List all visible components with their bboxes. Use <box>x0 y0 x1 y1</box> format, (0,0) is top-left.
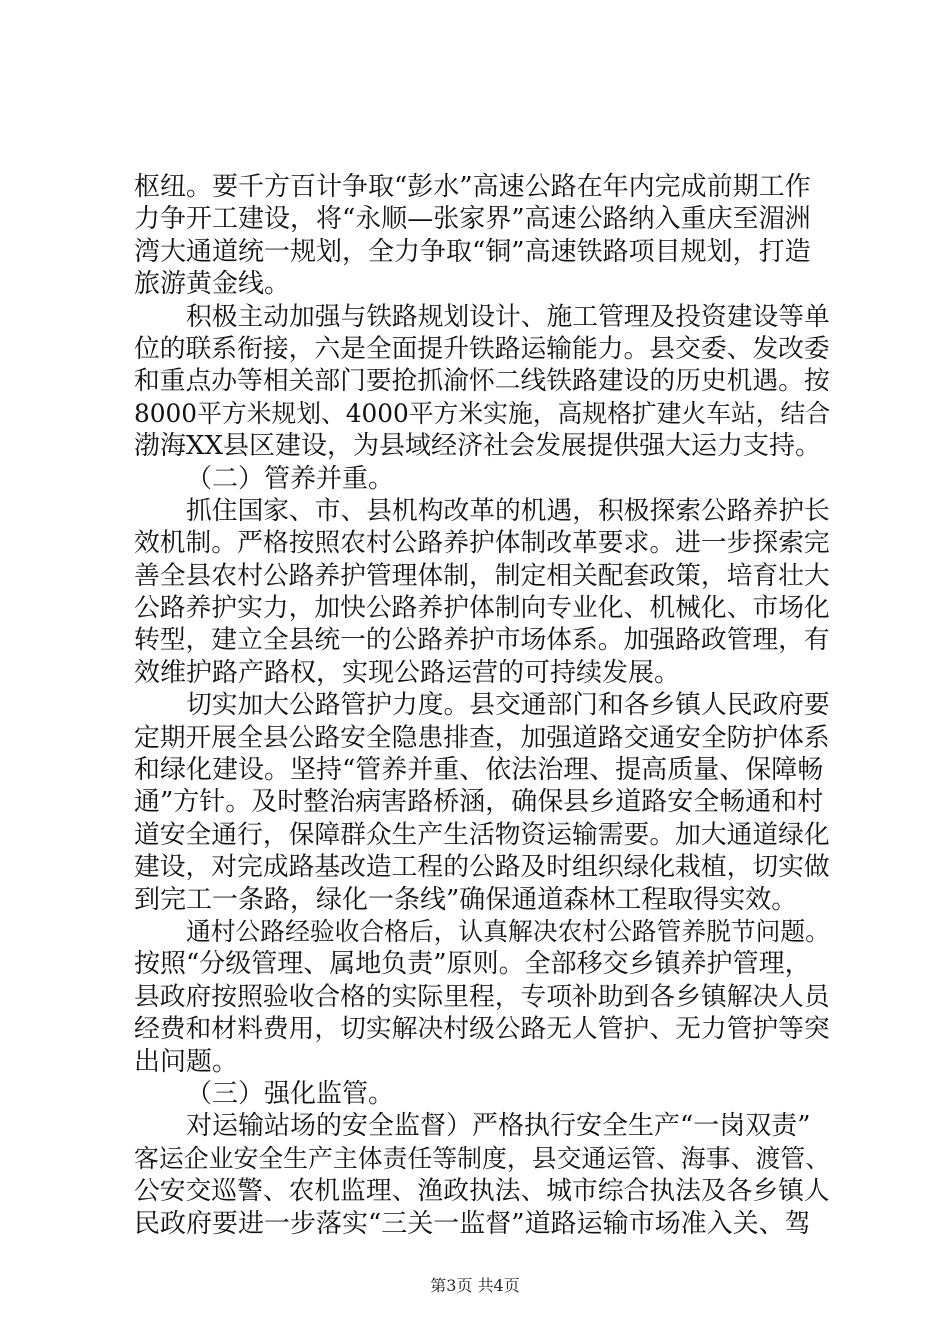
text-line: 和绿化建设。坚持“管养并重、依法治理、提高质量、保障畅 <box>134 755 824 786</box>
text-line: 通村公路经验收合格后，认真解决农村公路管养脱节问题。 <box>186 916 830 946</box>
text-line: 民政府要进一步落实“三关一监督”道路运输市场准入关、驾 <box>134 1208 811 1239</box>
text-line: 力争开工建设，将“永顺—张家界”高速公路纳入重庆至湄洲 <box>134 204 811 235</box>
text-line: （二）管养并重。 <box>186 463 395 494</box>
text-line: 善全县农村公路养护管理体制，制定相关配套政策，培育壮大 <box>134 560 830 591</box>
text-line: 公路养护实力，加快公路养护体制向专业化、机械化、市场化 <box>134 593 830 624</box>
text-line: 枢纽。要千方百计争取“彭水”高速公路在年内完成前期工作 <box>134 172 811 202</box>
text-line: 道安全通行，保障群众生产生活物资运输需要。加大通道绿化 <box>134 819 830 850</box>
text-line: 渤海XX县区建设，为县域经济社会发展提供强大运力支持。 <box>134 431 822 462</box>
text-line: 8000平方米规划、4000平方米实施，高规格扩建火车站，结合 <box>134 398 831 428</box>
text-line: 切实加大公路管护力度。县交通部门和各乡镇人民政府要 <box>186 690 830 721</box>
text-line: 和重点办等相关部门要抢抓渝怀二线铁路建设的历史机遇。按 <box>134 366 830 397</box>
text-line: 抓住国家、市、县机构改革的机遇，积极探索公路养护长 <box>186 495 830 526</box>
text-line: 公安交巡警、农机监理、渔政执法、城市综合执法及各乡镇人 <box>134 1176 830 1207</box>
text-line: 建设，对完成路基改造工程的公路及时组织绿化栽植，切实做 <box>134 852 830 883</box>
text-line: 客运企业安全生产主体责任等制度，县交通运管、海事、渡管、 <box>134 1143 831 1173</box>
body-text <box>134 171 830 1240</box>
page-footer: 第3页 共4页 <box>430 1276 520 1295</box>
text-line: 旅游黄金线。 <box>134 269 291 300</box>
text-line: 位的联系衔接，六是全面提升铁路运输能力。县交委、发改委 <box>134 333 830 364</box>
text-line: （三）强化监管。 <box>186 1078 395 1109</box>
text-line: 效机制。严格按照农村公路养护体制改革要求。进一步探索完 <box>134 528 830 559</box>
text-line: 通”方针。及时整治病害路桥涵，确保县乡道路安全畅通和村 <box>134 787 824 818</box>
text-line: 定期开展全县公路安全隐患排查，加强道路交通安全防护体系 <box>134 722 830 753</box>
text-line: 按照“分级管理、属地负责”原则。全部移交乡镇养护管理， <box>134 949 811 980</box>
text-line: 转型，建立全县统一的公路养护市场体系。加强路政管理，有 <box>134 625 830 656</box>
text-line: 出问题。 <box>134 1046 239 1077</box>
text-line: 效维护路产路权，实现公路运营的可持续发展。 <box>134 657 681 688</box>
text-line: 经费和材料费用，切实解决村级公路无人管护、无力管护等突 <box>134 1014 830 1045</box>
text-line: 积极主动加强与铁路规划设计、施工管理及投资建设等单 <box>186 301 830 332</box>
text-line: 湾大通道统一规划，全力争取“铜”高速铁路项目规划，打造 <box>134 236 811 267</box>
text-line: 县政府按照验收合格的实际里程，专项补助到各乡镇解决人员 <box>134 981 830 1012</box>
text-line: 对运输站场的安全监督）严格执行安全生产“一岗双责” <box>186 1111 811 1142</box>
text-line: 到完工一条路，绿化一条线”确保通道森林工程取得实效。 <box>134 884 798 915</box>
